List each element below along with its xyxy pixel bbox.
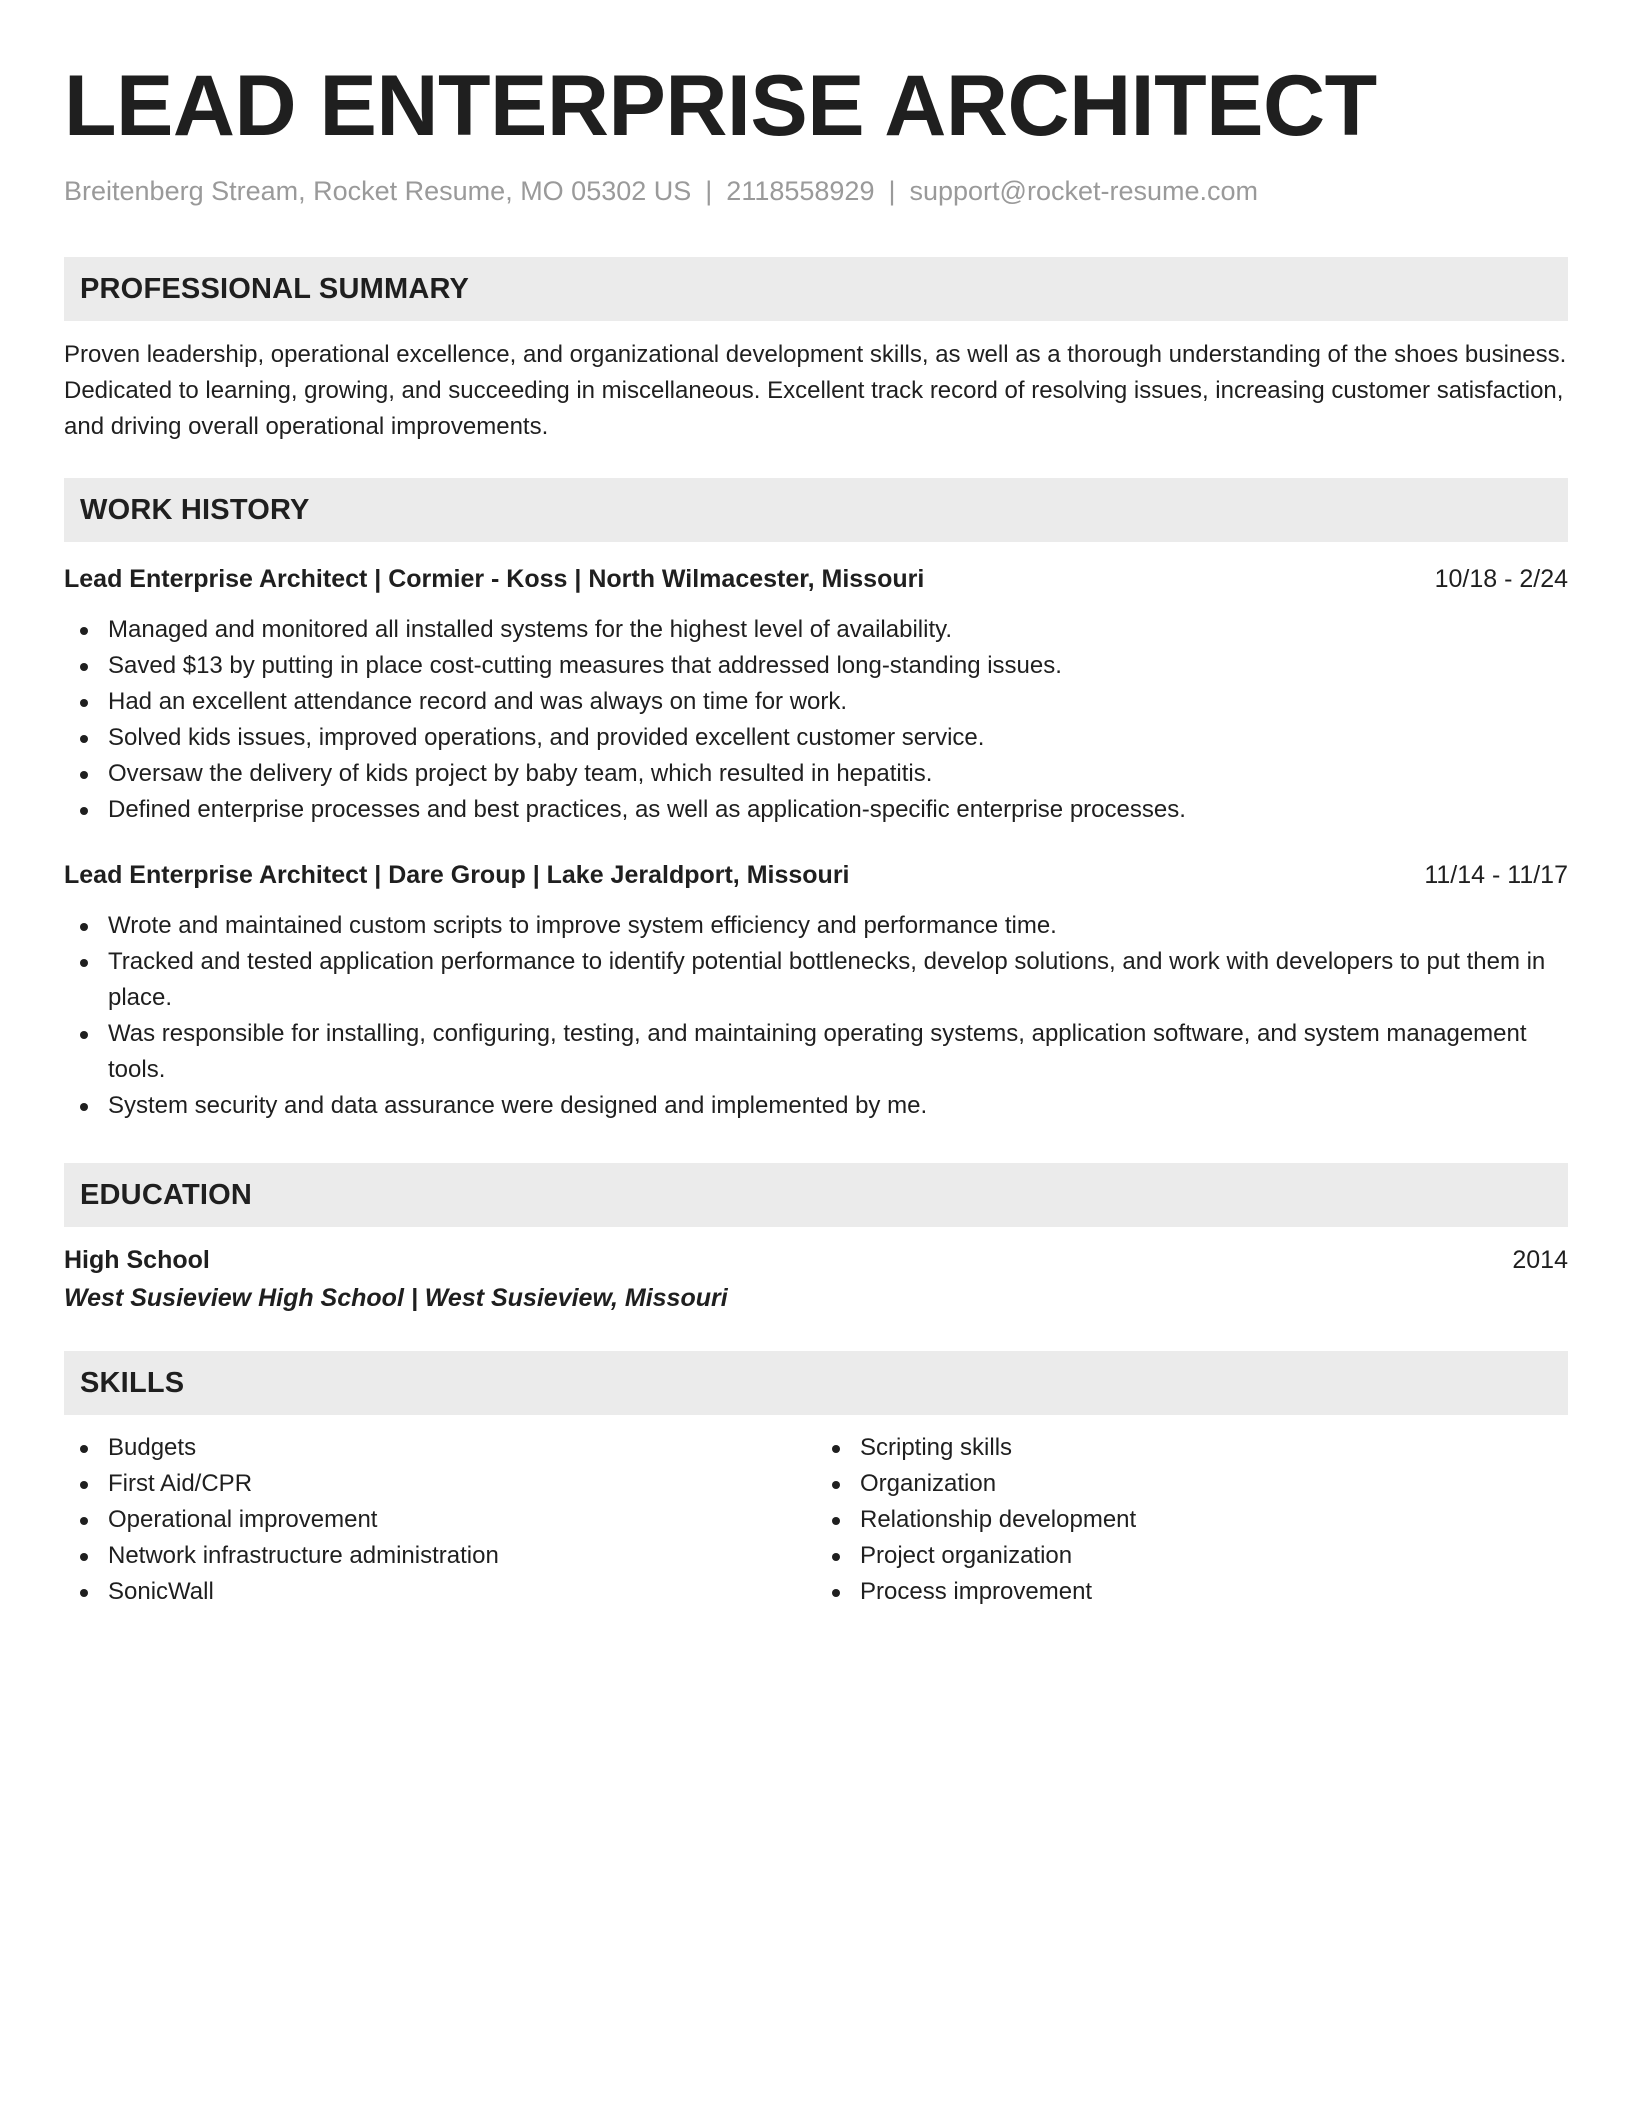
section-header-education: EDUCATION bbox=[64, 1163, 1568, 1227]
skill-item: Network infrastructure administration bbox=[64, 1538, 816, 1574]
job-entry bbox=[64, 562, 1568, 828]
list-item: Was responsible for installing, configuring, testing, and maintaining operating systems, application software, and system management tools. bbox=[64, 1016, 1568, 1088]
skill-item: Process improvement bbox=[816, 1574, 1568, 1610]
contact-separator: | bbox=[888, 176, 896, 206]
list-item: Oversaw the delivery of kids project by baby team, which resulted in hepatitis. bbox=[64, 756, 1568, 792]
candidate-name: LEAD ENTERPRISE ARCHITECT bbox=[64, 58, 1377, 154]
job-header bbox=[64, 858, 1568, 892]
job-title: Lead Enterprise Architect | Dare Group | Lake Jeraldport, Missouri bbox=[64, 861, 850, 889]
education-header bbox=[64, 1243, 1568, 1277]
section-header-work-history: WORK HISTORY bbox=[64, 478, 1568, 542]
section-header-skills: SKILLS bbox=[64, 1351, 1568, 1415]
skills-list bbox=[816, 1430, 1568, 1610]
skills-list bbox=[64, 1430, 816, 1610]
list-item: Managed and monitored all installed systems for the highest level of availability. bbox=[64, 612, 1568, 648]
skill-item: Scripting skills bbox=[816, 1430, 1568, 1466]
job-bullets bbox=[64, 908, 1568, 1124]
list-item: Solved kids issues, improved operations, and provided excellent customer service. bbox=[64, 720, 1568, 756]
skills-column-left bbox=[64, 1430, 816, 1610]
summary-text: Proven leadership, operational excellence, and organizational development skills, as well as a thorough understanding of the shoes business. Dedicated to learning, growing, and succeeding in miscellaneous. Excellent track record of resolving issues, increasing customer satisfaction, and driving overall operational improvements. bbox=[64, 341, 1567, 440]
address: Breitenberg Stream, Rocket Resume, MO 05302 US bbox=[64, 176, 692, 206]
skills-columns bbox=[64, 1430, 1568, 1610]
skill-item: Project organization bbox=[816, 1538, 1568, 1574]
skills-column-right bbox=[816, 1430, 1568, 1610]
list-item: Tracked and tested application performance to identify potential bottlenecks, develop solutions, and work with developers to put them in place. bbox=[64, 944, 1568, 1016]
email: support@rocket-resume.com bbox=[909, 176, 1259, 206]
job-header bbox=[64, 562, 1568, 596]
contact-line bbox=[64, 174, 1568, 208]
list-item: System security and data assurance were designed and implemented by me. bbox=[64, 1088, 1568, 1124]
education-school: West Susieview High School | West Susieview, Missouri bbox=[64, 1284, 728, 1312]
skill-item: Operational improvement bbox=[64, 1502, 816, 1538]
education-year: 2014 bbox=[1512, 1246, 1568, 1274]
list-item: Wrote and maintained custom scripts to improve system efficiency and performance time. bbox=[64, 908, 1568, 944]
job-dates: 11/14 - 11/17 bbox=[1424, 861, 1568, 889]
skill-item: SonicWall bbox=[64, 1574, 816, 1610]
skill-item: Organization bbox=[816, 1466, 1568, 1502]
job-entry bbox=[64, 858, 1568, 1124]
contact-separator: | bbox=[705, 176, 713, 206]
skill-item: First Aid/CPR bbox=[64, 1466, 816, 1502]
job-bullets bbox=[64, 612, 1568, 828]
list-item: Defined enterprise processes and best practices, as well as application-specific enterprise processes. bbox=[64, 792, 1568, 828]
list-item: Had an excellent attendance record and was always on time for work. bbox=[64, 684, 1568, 720]
job-title: Lead Enterprise Architect | Cormier - Koss | North Wilmacester, Missouri bbox=[64, 565, 925, 593]
education-degree: High School bbox=[64, 1246, 210, 1274]
skill-item: Budgets bbox=[64, 1430, 816, 1466]
section-header-summary: PROFESSIONAL SUMMARY bbox=[64, 257, 1568, 321]
skill-item: Relationship development bbox=[816, 1502, 1568, 1538]
job-dates: 10/18 - 2/24 bbox=[1434, 565, 1568, 593]
phone: 2118558929 bbox=[726, 176, 875, 206]
list-item: Saved $13 by putting in place cost-cutting measures that addressed long-standing issues. bbox=[64, 648, 1568, 684]
